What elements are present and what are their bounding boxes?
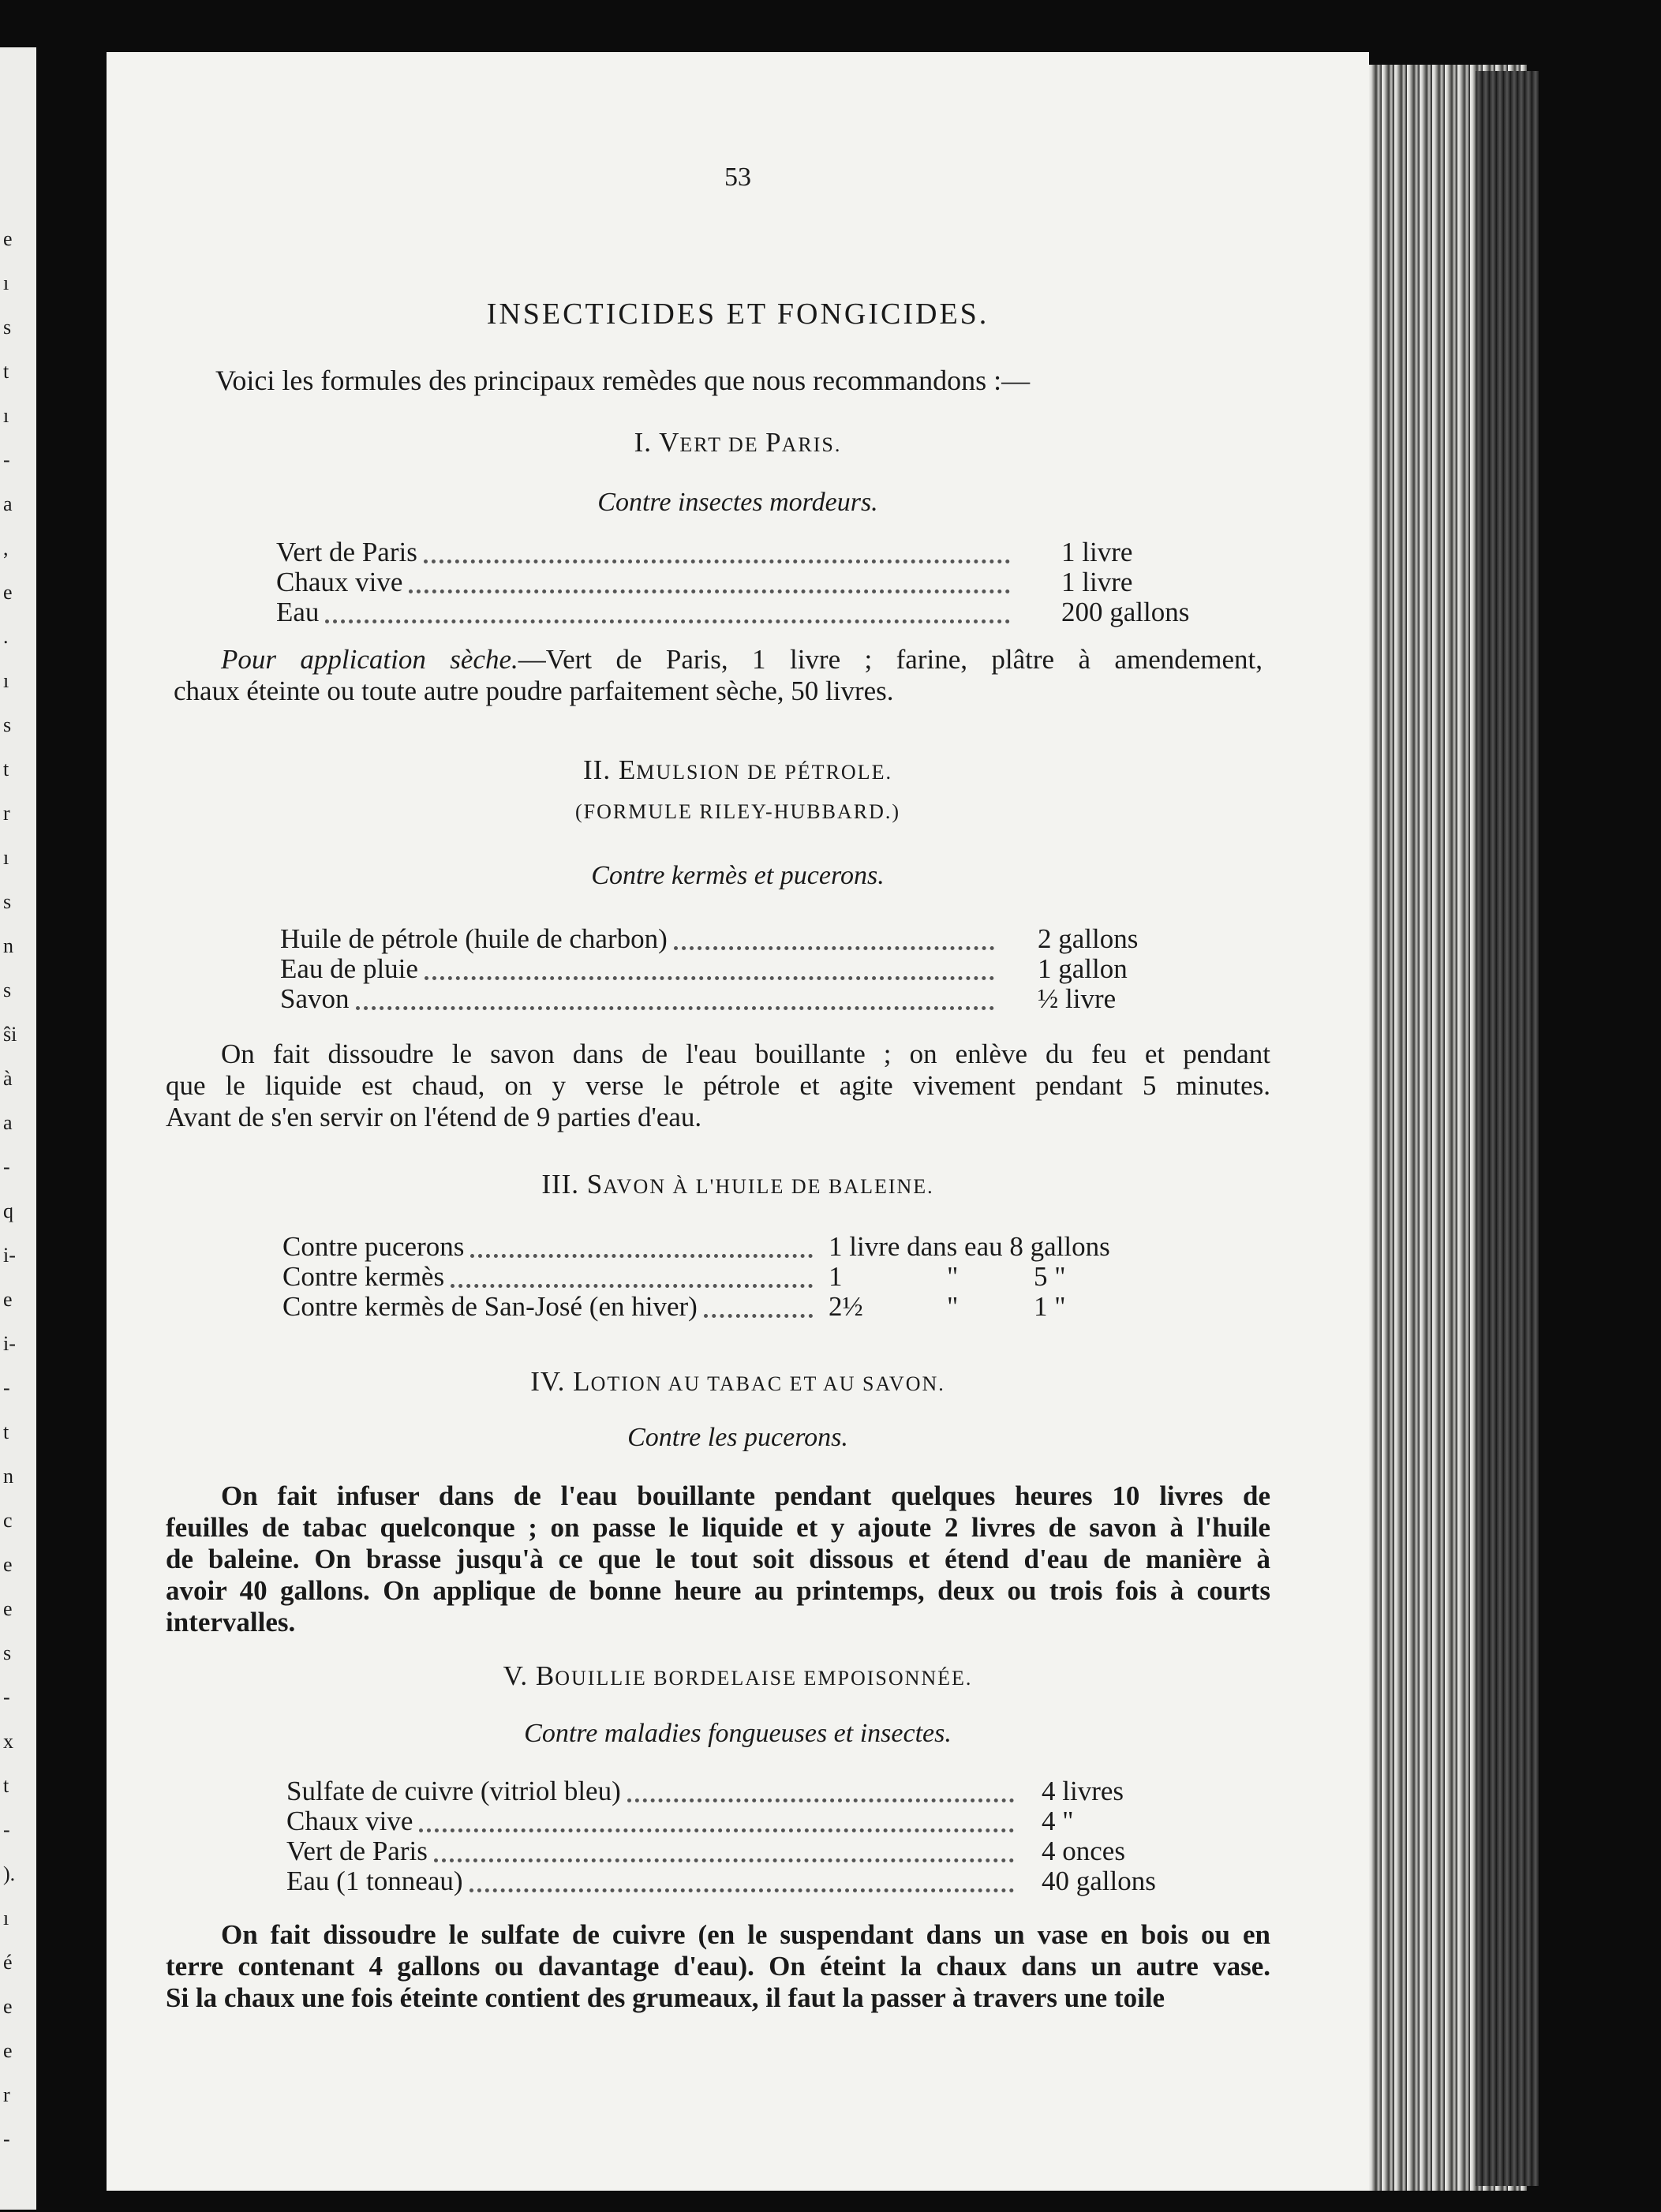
formula-item-quantity: 2½: [829, 1291, 863, 1322]
margin-fragment: t: [3, 758, 9, 780]
margin-fragment: -: [3, 1155, 10, 1178]
section-3-heading: III. SAVON À L'HUILE DE BALEINE.: [541, 1169, 934, 1200]
paragraph-line: intervalles.: [166, 1607, 296, 1637]
leader-dots: [409, 586, 1010, 593]
section-4-paragraph: [166, 1480, 1270, 1638]
formula-item-name: Contre kermès: [282, 1261, 445, 1292]
formula-item-quantity: 200 gallons: [1061, 597, 1190, 627]
leader-dots: [470, 1251, 813, 1258]
margin-fragment: n: [3, 934, 13, 957]
paragraph-line: feuilles de tabac quelconque ; on passe le liquide et y ajoute 2 livres de savon à l'huile: [166, 1512, 1270, 1543]
margin-fragment: e: [3, 1995, 13, 2018]
formula-item-name: Eau (1 tonneau): [286, 1866, 463, 1896]
formula-item-name: Contre pucerons: [282, 1231, 465, 1262]
section-2-heading: II. EMULSION DE PÉTROLE.: [583, 754, 892, 785]
leader-dots: [674, 943, 994, 950]
formula-item-quantity: 1 livre: [1061, 567, 1133, 597]
margin-fragment: q: [3, 1200, 13, 1222]
formula-item-quantity: ½ livre: [1038, 983, 1117, 1014]
margin-fragment: é: [3, 1951, 13, 1974]
formula-item-quantity: 1 livre dans eau 8 gallons: [829, 1231, 1110, 1262]
margin-fragment: e: [3, 1553, 13, 1576]
page-number: 53: [724, 163, 751, 192]
margin-fragment: ).: [3, 1862, 16, 1885]
formula-item-name: Huile de pétrole (huile de charbon): [280, 923, 668, 954]
formula-item-name: Savon: [280, 983, 350, 1014]
section-5-paragraph: [166, 1919, 1270, 2014]
section-2-paragraph: [166, 1039, 1270, 1133]
leader-dots: [451, 1281, 813, 1288]
margin-fragment: -: [3, 448, 10, 471]
formula-item-name: Vert de Paris: [286, 1836, 428, 1866]
formula-item-quantity-2: 5 ": [1034, 1261, 1066, 1292]
formula-item-quantity: 4 onces: [1042, 1836, 1125, 1866]
formula-item-name: Eau de pluie: [280, 953, 418, 984]
margin-fragment: .: [3, 625, 9, 648]
formula-item-quantity: 1 gallon: [1038, 953, 1128, 984]
paragraph-line: que le liquide est chaud, on y verse le pétrole et agite vivement pendant 5 minutes.: [166, 1070, 1270, 1101]
margin-fragment: -: [3, 1376, 10, 1399]
margin-fragment: e: [3, 1288, 13, 1311]
section-1-subtitle: Contre insectes mordeurs.: [597, 488, 878, 517]
book-binding-shadow: [1476, 71, 1539, 2186]
margin-fragment: e: [3, 2039, 13, 2062]
margin-fragment: x: [3, 1730, 13, 1753]
leader-dots: [469, 1885, 1014, 1892]
leader-dots: [704, 1311, 813, 1318]
formula-item-name: Chaux vive: [286, 1806, 413, 1836]
paragraph-line: Si la chaux une fois éteinte contient des grumeaux, il faut la passer à travers une toile: [166, 1982, 1165, 2013]
leader-dots: [425, 973, 994, 980]
formula-item-name: Contre kermès de San-José (en hiver): [282, 1291, 698, 1322]
margin-fragment: e: [3, 581, 13, 604]
page-title: INSECTICIDES ET FONGICIDES.: [486, 298, 989, 331]
paragraph-line: On fait dissoudre le savon dans de l'eau bouillante ; on enlève du feu et pendant: [221, 1039, 1270, 1069]
margin-fragment: t: [3, 1420, 9, 1443]
margin-fragment: s: [3, 316, 12, 339]
book-page: [107, 52, 1369, 2191]
margin-fragment: e: [3, 1597, 13, 1620]
margin-fragment: ı: [3, 669, 9, 692]
section-5-heading: V. BOUILLIE BORDELAISE EMPOISONNÉE.: [503, 1660, 973, 1691]
section-1-dry-note: Pour application sèche.—Vert de Paris, 1 livre ; farine, plâtre à amendement, chaux éteinte ou toute autre poudre parfaitement sèche, 50 livres.: [174, 644, 1263, 706]
margin-fragment: a: [3, 492, 13, 515]
ditto-mark: ": [947, 1291, 959, 1322]
formula-item-quantity-2: 1 ": [1034, 1291, 1066, 1322]
section-1-heading: I. VERT DE PARIS.: [634, 427, 842, 458]
formula-item-quantity: 4 ": [1042, 1806, 1074, 1836]
adjacent-page-edge: [0, 47, 36, 2210]
margin-fragment: ı: [3, 846, 9, 869]
margin-fragment: r: [3, 2083, 10, 2106]
leader-dots: [424, 556, 1010, 563]
formula-item-name: Sulfate de cuivre (vitriol bleu): [286, 1776, 621, 1806]
paragraph-line: On fait dissoudre le sulfate de cuivre (en le suspendant dans un vase en bois ou en: [221, 1919, 1270, 1950]
leader-dots: [325, 616, 1010, 623]
formula-item-name: Eau: [276, 597, 320, 627]
margin-fragment: ı: [3, 1907, 9, 1929]
ditto-mark: ": [947, 1261, 959, 1292]
margin-fragment: t: [3, 1774, 9, 1797]
formula-item-name: Chaux vive: [276, 567, 403, 597]
section-4-heading: IV. LOTION AU TABAC ET AU SAVON.: [530, 1366, 945, 1397]
margin-fragment: e: [3, 227, 13, 250]
paragraph-line: terre contenant 4 gallons ou davantage d'eau). On éteint la chaux dans un autre vase.: [166, 1951, 1270, 1982]
margin-fragment: -: [3, 1818, 10, 1841]
margin-fragment: s: [3, 890, 12, 913]
margin-fragment: s: [3, 713, 12, 736]
margin-fragment: r: [3, 802, 10, 825]
margin-fragment: à: [3, 1067, 13, 1090]
margin-fragment: s: [3, 1641, 12, 1664]
leader-dots: [434, 1855, 1014, 1862]
paragraph-line: Avant de s'en servir on l'étend de 9 parties d'eau.: [166, 1102, 702, 1132]
section-5-subtitle: Contre maladies fongueuses et insectes.: [524, 1719, 952, 1748]
margin-fragment: -: [3, 1686, 10, 1709]
margin-fragment: -: [3, 2128, 10, 2150]
formula-item-name: Vert de Paris: [276, 537, 417, 567]
formula-item-quantity: 1 livre: [1061, 537, 1133, 567]
formula-item-quantity: 2 gallons: [1038, 923, 1139, 954]
margin-fragment: c: [3, 1509, 13, 1532]
leader-dots: [419, 1825, 1014, 1832]
margin-fragment: t: [3, 360, 9, 383]
formula-item-quantity: 4 livres: [1042, 1776, 1124, 1806]
paragraph-line: avoir 40 gallons. On applique de bonne heure au printemps, deux ou trois fois à courts: [166, 1575, 1270, 1606]
paragraph-line: On fait infuser dans de l'eau bouillante pendant quelques heures 10 livres de: [221, 1480, 1270, 1511]
margin-fragment: a: [3, 1111, 13, 1134]
margin-fragment: i-: [3, 1244, 16, 1267]
section-4-subtitle: Contre les pucerons.: [627, 1423, 848, 1452]
margin-fragment: ,: [3, 537, 9, 560]
margin-fragment: s: [3, 979, 12, 1001]
section-2-formula-note: (FORMULE RILEY-HUBBARD.): [575, 800, 900, 823]
formula-item-quantity: 40 gallons: [1042, 1866, 1156, 1896]
margin-fragment: ı: [3, 404, 9, 427]
margin-fragment: n: [3, 1465, 13, 1488]
section-2-subtitle: Contre kermès et pucerons.: [591, 861, 885, 890]
leader-dots: [356, 1003, 994, 1010]
margin-fragment: ı: [3, 271, 9, 294]
formula-item-quantity: 1: [829, 1261, 843, 1292]
margin-fragment: i-: [3, 1332, 16, 1355]
intro-text: Voici les formules des principaux remèdes que nous recommandons :—: [215, 365, 1031, 396]
margin-fragment: ŝi: [3, 1023, 17, 1046]
paragraph-line: de baleine. On brasse jusqu'à ce que le tout soit dissous et étend d'eau de manière à: [166, 1544, 1270, 1574]
leader-dots: [627, 1795, 1014, 1802]
